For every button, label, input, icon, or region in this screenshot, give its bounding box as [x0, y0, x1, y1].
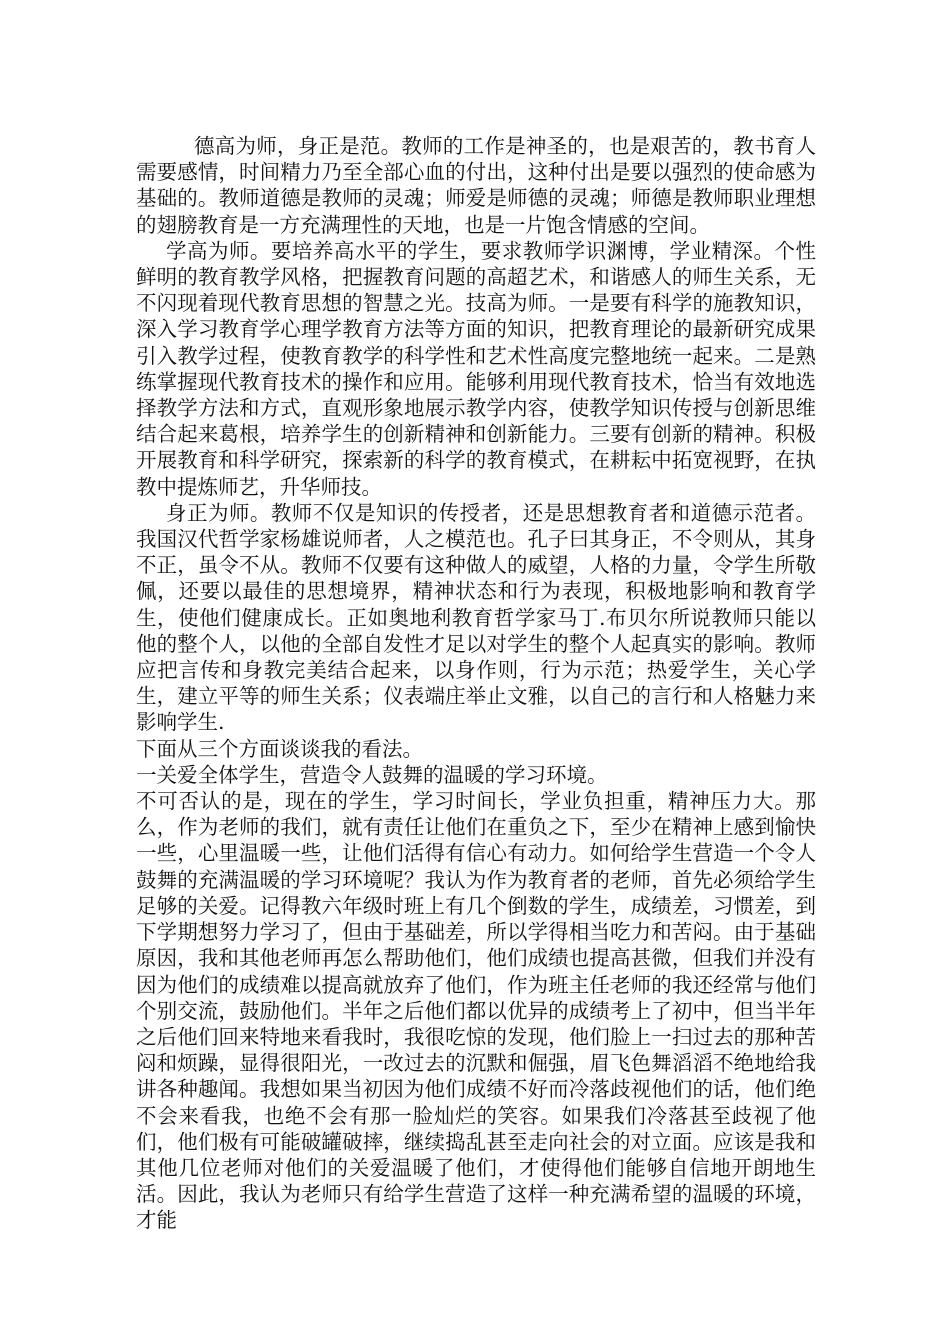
paragraph-example: 身正为师。教师不仅是知识的传授者，还是思想教育者和道德示范者。我国汉代哲学家杨雄说师者，人之模范也。孔子曰其身正，不令则从，其身不正，虽令不从。教师不仅要有这种做人的威望，人格的力量，令学生所敬佩，还要以最佳的思想境界，精神状态和行为表现，积极地影响和教育学生，使他们健康成长。正如奥地利教育哲学家马丁.布贝尔所说教师只能以他的整个人，以他的全部自发性才足以对学生的整个人起真实的影响。教师应把言传和身教完美结合起来，以身作则，行为示范；热爱学生，关心学生，建立平等的师生关系；仪表端庄举止文雅，以自己的言行和人格魅力来影响学生.	[136, 500, 816, 735]
paragraph-intro: 下面从三个方面谈谈我的看法。	[136, 736, 423, 761]
document-body	[136, 133, 816, 1234]
paragraph-virtue: 德高为师，身正是范。教师的工作是神圣的，也是艰苦的，教书育人需要感情，时间精力乃至全部心血的付出，这种付出是要以强烈的使命感为基础的。教师道德是教师的灵魂；师爱是师德的灵魂；师德是教师职业理想的翅膀教育是一方充满理性的天地，也是一片饱含情感的空间。	[136, 134, 816, 237]
paragraph-learning: 学高为师。要培养高水平的学生，要求教师学识渊博，学业精深。个性鲜明的教育教学风格，把握教育问题的高超艺术，和谐感人的师生关系，无不闪现着现代教育思想的智慧之光。技高为师。一是要有科学的施教知识，深入学习教育学心理学教育方法等方面的知识，把教育理论的最新研究成果引入教学过程，使教育教学的科学性和艺术性高度完整地统一起来。二是熟练掌握现代教育技术的操作和应用。能够利用现代教育技术，恰当有效地选择教学方法和方式，直观形象地展示教学内容，使教学知识传授与创新思维结合起来葛根，培养学生的创新精神和创新能力。三要有创新的精神。积极开展教育和科学研究，探索新的科学的教育模式，在耕耘中拓宽视野，在执教中提炼师艺，升华师技。	[136, 238, 816, 499]
section-heading-care: 一关爱全体学生，营造令人鼓舞的温暖的学习环境。	[136, 762, 608, 787]
paragraph-care: 不可否认的是，现在的学生，学习时间长，学业负担重，精神压力大。那么，作为老师的我们，就有责任让他们在重负之下，至少在精神上感到愉快一些，心里温暖一些，让他们活得有信心有动力。如何给学生营造一个令人鼓舞的充满温暖的学习环境呢？我认为作为教育者的老师，首先必须给学生足够的关爱。记得教六年级时班上有几个倒数的学生，成绩差，习惯差，到下学期想努力学习了，但由于基础差，所以学得相当吃力和苦闷。由于基础原因，我和其他老师再怎么帮助他们，他们成绩也提高甚微，但我们并没有因为他们的成绩难以提高就放弃了他们，作为班主任老师的我还经常与他们个别交流，鼓励他们。半年之后他们都以优异的成绩考上了初中，但当半年之后他们回来特地来看我时，我很吃惊的发现，他们脸上一扫过去的那种苦闷和烦躁，显得很阳光，一改过去的沉默和倔强，眉飞色舞滔滔不绝地给我讲各种趣闻。我想如果当初因为他们成绩不好而冷落歧视他们的话，他们绝不会来看我，也绝不会有那一脸灿烂的笑容。如果我们冷落甚至歧视了他们，他们极有可能破罐破摔，继续捣乱甚至走向社会的对立面。应该是我和其他几位老师对他们的关爱温暖了他们，才使得他们能够自信地开朗地生活。因此，我认为老师只有给学生营造了这样一种充满希望的温暖的环境，才能	[136, 789, 816, 1233]
